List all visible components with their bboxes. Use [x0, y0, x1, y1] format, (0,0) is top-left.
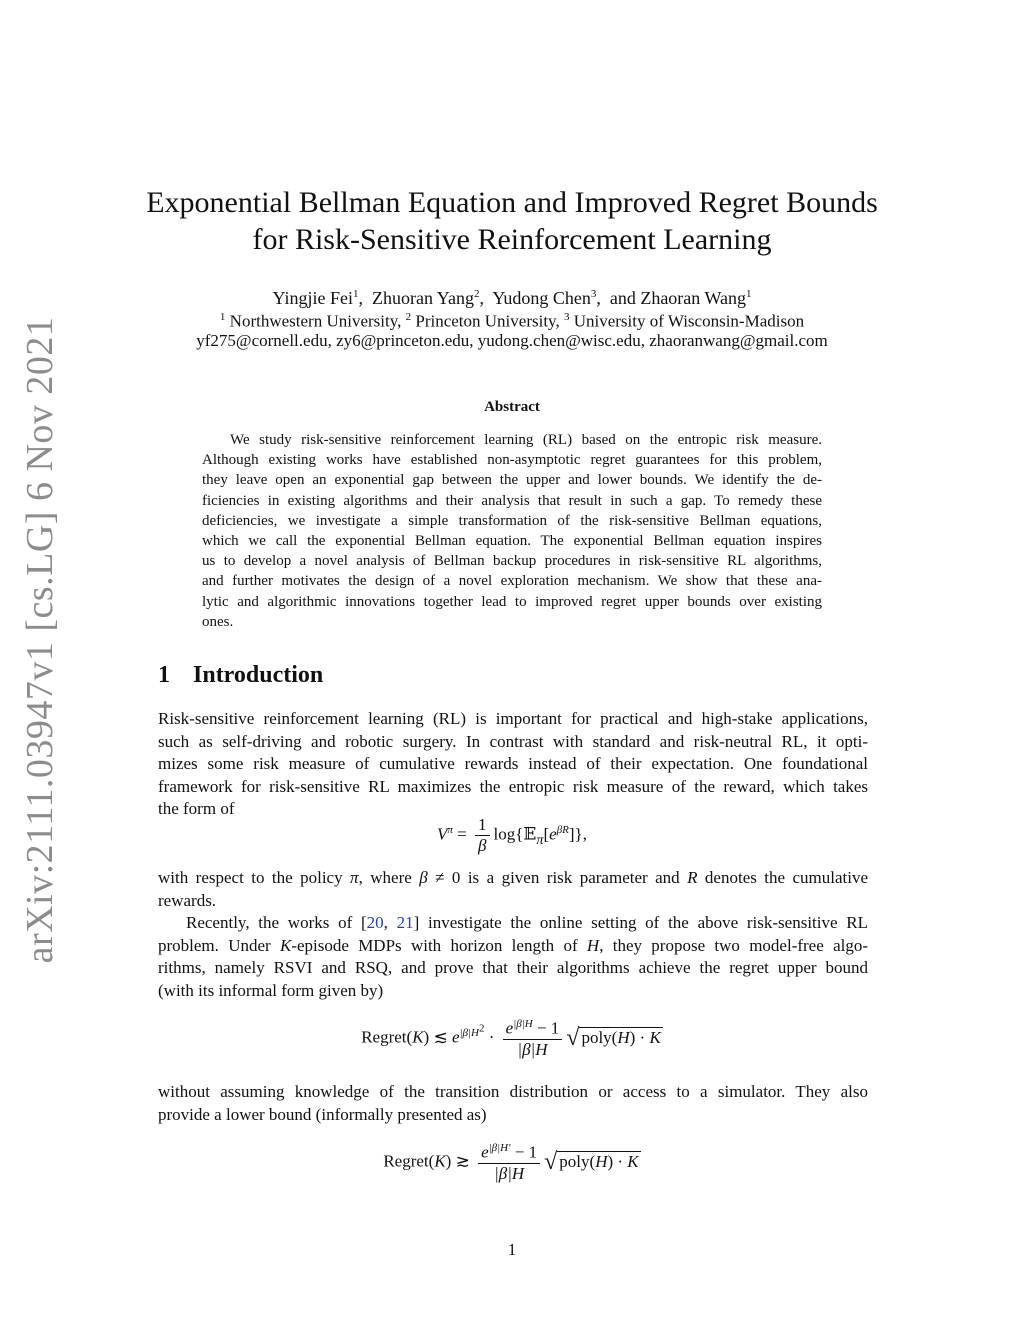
affil-mark: 1	[219, 311, 226, 323]
eq-numerator: $e^{|\beta|H'} - 1$	[478, 1142, 540, 1164]
body-line: without assuming knowledge of the transition distribution or access to a simulator. They also	[158, 1082, 868, 1101]
eq-text: log{	[493, 824, 524, 844]
abstract-line: ones.	[202, 613, 234, 630]
eq-denominator: |β|H	[494, 1163, 525, 1183]
body-line: framework for risk-sensitive RL maximizes the entropic risk measure of the reward, which takes	[158, 776, 868, 796]
eq-symbol: V	[437, 824, 448, 844]
abstract-line: ficiencies in existing algorithms and their analysis that result in such a gap. To remedy these	[202, 492, 822, 509]
affil-mark: 2	[405, 311, 412, 323]
eq-denominator: β	[478, 836, 487, 855]
intro-paragraph-1	[158, 708, 868, 821]
eq-text: [	[543, 824, 550, 844]
affil-mark: 3	[563, 311, 570, 323]
author-list: Yingjie Fei$^1$, Zhuoran Yang$^2$, Yudong Chen$^3$, and Zhaoran Wang$^1$	[272, 288, 752, 308]
abstract-line: Although existing works have established non-asymptotic regret guarantees for this problem,	[202, 452, 822, 469]
eq-subscript: π	[536, 831, 544, 848]
equation-regret-lower-bound: Regret(K) ≳ $\frac{e^{|\beta|H'} - 1}{|\beta|H}$ √ poly(H) · K	[383, 1142, 639, 1183]
author-affil-mark: 3	[590, 288, 597, 300]
eq-superscript: π	[447, 823, 453, 836]
abstract-body	[202, 430, 822, 632]
author-name: Yudong Chen	[492, 288, 591, 308]
arxiv-side-stamp: arXiv:2111.03947v1 [cs.LG] 6 Nov 2021	[19, 316, 61, 964]
body-line: the form of	[158, 799, 235, 819]
citation-link[interactable]: 20	[366, 913, 384, 932]
abstract-line: and further motivates the design of a novel exploration mechanism. We show that these ana-	[202, 573, 822, 590]
section-number: 1	[158, 662, 170, 688]
abstract-heading: Abstract	[484, 399, 540, 415]
body-line: mizes some risk measure of cumulative rewards instead of their expectation. One foundational	[158, 754, 868, 774]
abstract-line: lytic and algorithmic innovations together lead to improved regret upper bounds over existing	[202, 593, 822, 610]
eq-denominator: |β|H	[517, 1039, 548, 1059]
body-line: provide a lower bound (informally presented as)	[158, 1104, 487, 1124]
eq-numerator: 1	[475, 815, 490, 836]
affiliations	[0, 306, 1024, 333]
body-line: with respect to the policy π, where β ≠ 0 is a given risk parameter and R denotes the cumulative	[158, 868, 869, 887]
body-line: such as self-driving and robotic surgery. In contrast with standard and risk-neutral RL, it opti-	[158, 731, 868, 751]
abstract-line: which we call the exponential Bellman equation. The exponential Bellman equation inspires	[202, 533, 822, 550]
intro-paragraph-4	[158, 1081, 868, 1126]
eq-superscript: βR	[556, 823, 569, 836]
author-affil-mark: 1	[746, 288, 752, 300]
eq-numerator: $e^{|\beta|H} - 1$	[503, 1018, 563, 1040]
eq-symbol: 𝔼	[523, 824, 537, 844]
author-emails: yf275@cornell.edu, zy6@princeton.edu, yudong.chen@wisc.edu, zhaoranwang@gmail.com	[196, 331, 828, 350]
abstract-line: deficiencies, we investigate a simple transformation of the risk-sensitive Bellman equations,	[202, 512, 822, 529]
abstract-line: We study risk-sensitive reinforcement learning (RL) based on the entropic risk measure.	[230, 432, 822, 448]
body-line: rewards.	[158, 890, 217, 910]
author-affil-mark: 2	[473, 288, 480, 300]
author-affil-mark: 1	[352, 288, 359, 300]
eq-fraction	[475, 815, 490, 856]
section-heading	[158, 662, 323, 689]
equation-regret-upper-bound: Regret(K) ≲ $e^{|\beta|H^2}$ · $\frac{e^{|\beta|H} - 1}{|\beta|H}$ √ poly(H) · K	[361, 1018, 661, 1059]
equation-entropic-risk	[0, 815, 1024, 856]
author-name: Yingjie Fei	[272, 288, 353, 308]
body-line: Recently, the works of [20, 21] investigate the online setting of the above risk-sensitive RL	[186, 913, 868, 932]
affiliation: Northwestern University,	[229, 311, 402, 331]
body-line: problem. Under K-episode MDPs with horizon length of H, they propose two model-free algo-	[158, 935, 868, 955]
abstract-line: they leave open an exponential gap between the upper and lower bounds. We identify the de-	[202, 472, 822, 489]
eq-sqrt: √ poly(H) · K	[544, 1149, 639, 1176]
eq-fraction	[503, 1018, 563, 1060]
section-title: Introduction	[193, 662, 324, 688]
intro-paragraph-2	[158, 867, 868, 912]
title-line-2: for Risk-Sensitive Reinforcement Learning	[252, 223, 772, 256]
paper-title	[0, 184, 1024, 258]
body-line: (with its informal form given by)	[158, 980, 384, 1000]
eq-sqrt: √ poly(H) · K	[566, 1025, 661, 1052]
author-name: Zhuoran Yang	[371, 288, 474, 308]
affiliation: Princeton University,	[415, 311, 560, 331]
eq-text: ]},	[568, 824, 587, 844]
page-number: 1	[507, 1240, 517, 1259]
body-line: Risk-sensitive reinforcement learning (RL) is important for practical and high-stake applications,	[158, 709, 868, 728]
citation-link[interactable]: 21	[396, 913, 414, 932]
abstract-line: us to develop a novel analysis of Bellman backup procedures in risk-sensitive RL algorithms,	[202, 553, 822, 570]
author-name: and Zhaoran Wang	[609, 288, 746, 308]
eq-fraction	[478, 1142, 540, 1184]
eq-symbol: e	[549, 824, 557, 844]
body-line: rithms, namely RSVI and RSQ, and prove that their algorithms achieve the regret upper bound	[158, 958, 868, 978]
intro-paragraph-3	[158, 912, 868, 1002]
eq-text: =	[452, 824, 472, 844]
affiliation: University of Wisconsin-Madison	[573, 311, 805, 331]
title-line-1: Exponential Bellman Equation and Improved Regret Bounds	[146, 186, 878, 219]
